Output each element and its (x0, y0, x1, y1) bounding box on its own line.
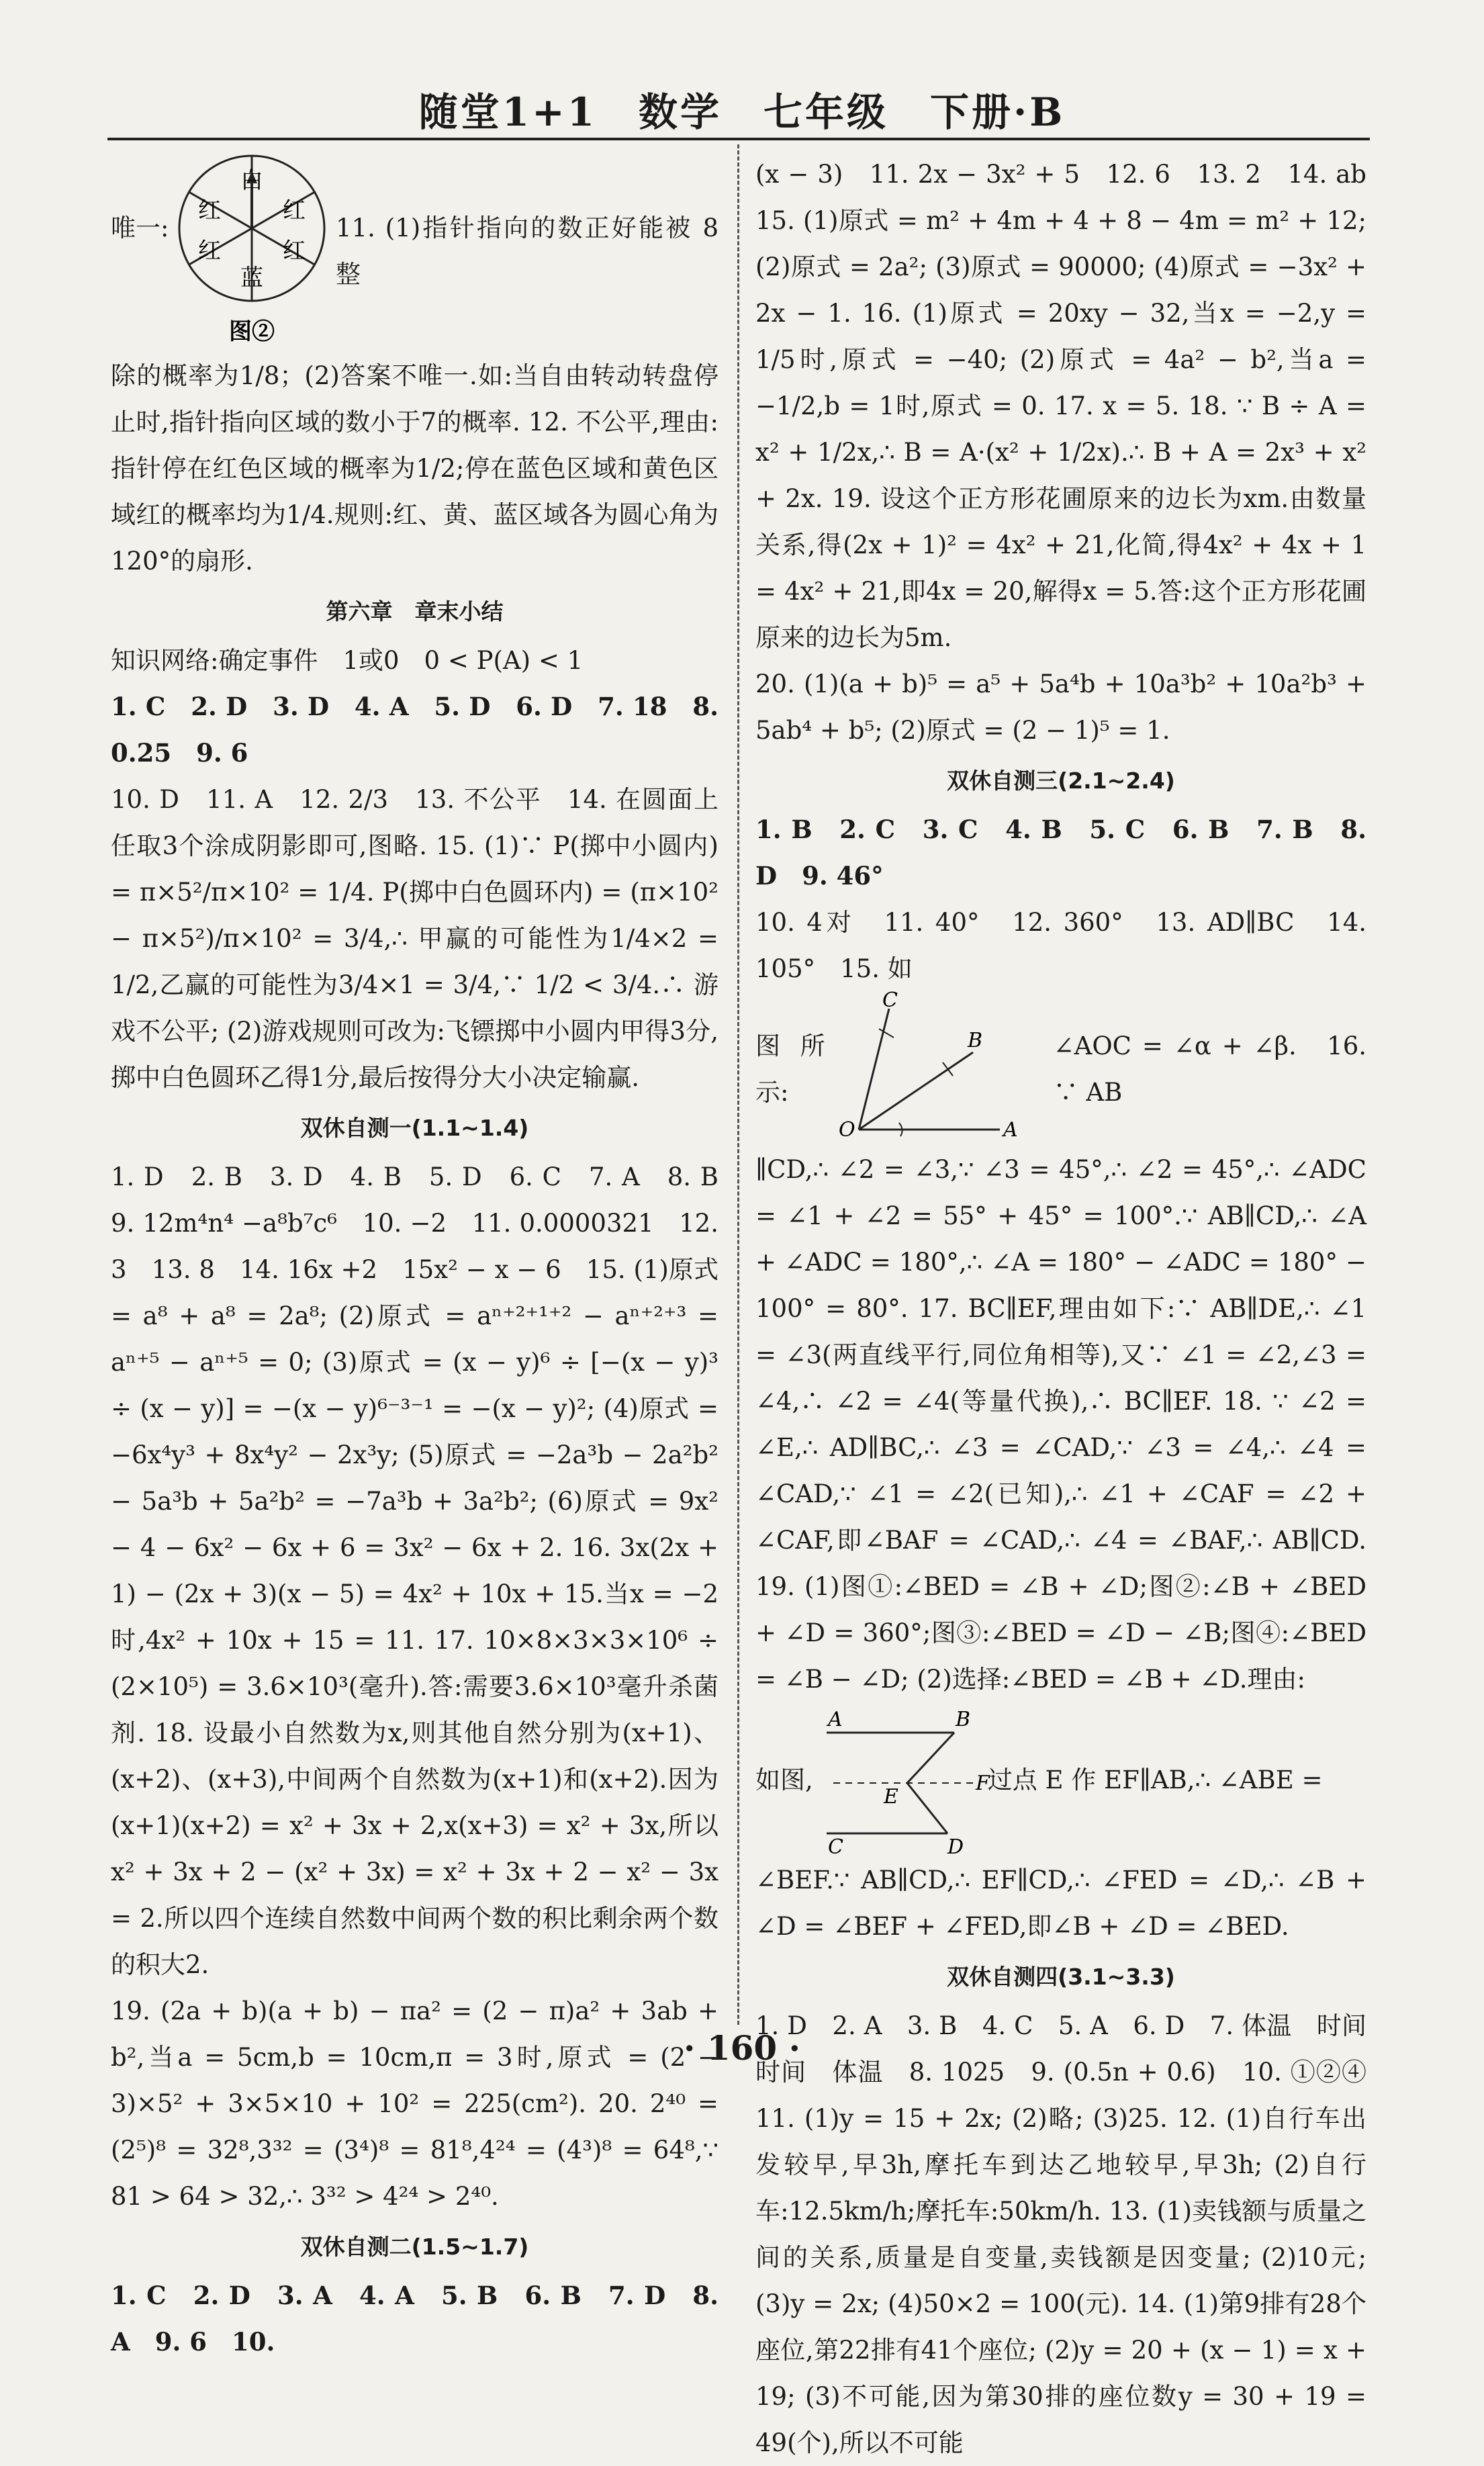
answer-text: 图所示: (755, 1032, 825, 1107)
spinner-sector-label: 红 (283, 197, 306, 224)
spinner-sector-label: 红 (198, 238, 221, 265)
figure-point-label: A (827, 1708, 843, 1731)
answer-text: 过点 E 作 EF∥AB,∴ ∠ABE = (987, 1765, 1323, 1794)
answer-text: 1. B 2. C 3. C 4. B 5. C 6. B 7. B 8. D 9. 46° (755, 815, 1366, 890)
angle-construction-figure (825, 989, 1027, 1146)
answer-text: 1. D 2. B 3. D 4. B 5. D 6. C 7. A 8. B 9. 12m⁴n⁴ −a⁸b⁷c⁶ 10. −2 11. 0.0000321 12. 3 13. 8 14. 16x +2 15x² − x − 6 15. (1)原式 = a⁸ + a⁸ = 2a⁸; (2)原式 = aⁿ⁺²⁺¹⁺² − aⁿ⁺²⁺³ = aⁿ⁺⁵ − aⁿ⁺⁵ = 0; (3)原式 = (x − y)⁶ ÷ [−(x − y)³ ÷ (x − y)] = −(x − y)⁶⁻³⁻¹ = −(x − y)²; (4)原式 = −6x⁴y³ + 8x⁴y² − 2x³y; (5)原式 = −2a³b − 2a²b² − 5a³b + 5a²b² = −7a³b + 3a²b²; (6)原式 = 9x² − 4 − 6x² − 6x + 6 = 3x² − 6x + 2. 16. 3x(2x + 1) − (2x + 3)(x − 5) = 4x² + 10x + 15.当x = −2时,4x² + 10x + 15 = 11. 17. 10×8×3×3×10⁶ ÷ (2×10⁵) = 3.6×10³(毫升).答:需要3.6×10³毫升杀菌剂. 18. 设最小自然数为x,则其他自然分别为(x+1)、(x+2)、(x+3),中间两个自然数为(x+1)和(x+2).因为(x+1)(x+2) = x² + 3x + 2,x(x+3) = x² + 3x,所以x² + 3x + 2 − (x² + 3x) = x² + 3x + 2 − x² − 3x = 2.所以四个连续自然数中间两个数的积比剩余两个数的积大2. (111, 1162, 743, 1979)
answer-text: 除的概率为1/8；(2)答案不唯一.如:当自由转动转盘停止时,指针指向区域的数小于7的概率. 12. 不公平,理由:指针停在红色区域的概率为1/2;停在蓝色区域和黄色区域红的概率均为1/4.规则:红、黄、蓝区域各为圆心角为120°的扇形. (111, 361, 718, 576)
answer-text: 如图, (755, 1765, 813, 1794)
section-heading: 双休自测三(2.1~2.4) (947, 768, 1175, 794)
spinner-caption: 图② (229, 318, 275, 345)
section-heading: 双休自测四(3.1~3.3) (947, 1964, 1175, 1990)
spinner-sector-label: 红 (283, 238, 306, 265)
section-heading: 双休自测一(1.1~1.4) (300, 1115, 529, 1141)
spinner-block (111, 151, 718, 353)
answer-text: ∠BEF.∵ AB∥CD,∴ EF∥CD,∴ ∠FED = ∠D,∴ ∠B + ∠D = ∠BEF + ∠FED,即∠B + ∠D = ∠BED. (755, 1866, 1366, 1941)
answer-text: 1. C 2. D 3. D 4. A 5. D 6. D 7. 18 8. 0.25 9. 6 (111, 692, 718, 768)
column-divider (737, 144, 739, 2025)
spinner-figure (175, 151, 329, 353)
answer-text: 10. 4对 11. 40° 12. 360° 13. AD∥BC 14. 105° 15. 如 (755, 908, 1366, 983)
page-number: · 160 · (684, 2028, 800, 2068)
spinner-sector-label: 红 (198, 197, 221, 224)
figure-point-label: F (975, 1772, 990, 1795)
figure-point-label: B (967, 1029, 982, 1052)
angle-figure-line (755, 989, 1366, 1146)
figure-point-label: O (838, 1118, 855, 1142)
figure-point-label: C (827, 1835, 843, 1859)
figure-point-label: C (882, 989, 898, 1012)
figure-point-label: E (883, 1785, 898, 1809)
right-column (755, 151, 1391, 2466)
parallel-figure-line (755, 1702, 1366, 1857)
section-heading: 第六章 章末小结 (326, 598, 504, 625)
answer-text: 1. C 2. D 3. A 4. A 5. B 6. B 7. D 8. A 9. 6 10. (111, 2281, 718, 2357)
answer-text: ∠AOC = ∠α + ∠β. 16. ∵ AB (1053, 1032, 1366, 1107)
section-heading: 双休自测二(1.5~1.7) (300, 2234, 529, 2260)
figure-point-label: D (947, 1835, 964, 1859)
figure-point-label: B (955, 1708, 970, 1731)
answer-text: ∥CD,∴ ∠2 = ∠3,∵ ∠3 = 45°,∴ ∠2 = 45°,∴ ∠ADC = ∠1 + ∠2 = 55° + 45° = 100°.∵ AB∥CD,∴ ∠A + ∠ADC = 180°,∴ ∠A = 180° − ∠ADC = 180° − 100° = 80°. 17. BC∥EF,理由如下:∵ AB∥DE,∴ ∠1 = ∠3(两直线平行,同位角相等),又∵ ∠1 = ∠2,∠3 = ∠4,∴ ∠2 = ∠4(等量代换),∴ BC∥EF. 18. ∵ ∠2 = ∠E,∴ AD∥BC,∴ ∠3 = ∠CAD,∵ ∠3 = ∠4,∴ ∠4 = ∠CAD,∵ ∠1 = ∠2(已知),∴ ∠1 + ∠CAF = ∠2 + ∠CAF,即∠BAF = ∠CAD,∴ ∠4 = ∠BAF,∴ AB∥CD. 19. (1)图①:∠BED = ∠B + ∠D;图②:∠B + ∠BED + ∠D = 360°;图③:∠BED = ∠D − ∠B;图④:∠BED = ∠B − ∠D; (2)选择:∠BED = ∠B + ∠D.理由: (755, 1155, 1366, 1694)
answer-text: 11. (1)指针指向的数正好能被 8 整 (336, 214, 718, 289)
spinner-sector-label: 白 (240, 167, 263, 194)
answer-text: 知识网络:确定事件 1或0 0 < P(A) < 1 (111, 646, 584, 675)
spinner-sector-label: 蓝 (240, 265, 263, 291)
answer-text: 10. D 11. A 12. 2/3 13. 不公平 14. 在圆面上任取3个涂成阴影即可,图略. 15. (1)∵ P(掷中小圆内) = π×5²/π×10² = 1/4. P(掷中白色圆环内) = (π×10² − π×5²)/π×10² = 3/4,∴ 甲赢的可能性为1/4×2 = 1/2,乙赢的可能性为3/4×1 = 3/4,∵ 1/2 < 3/4.∴ 游戏不公平; (2)游戏规则可改为:飞镖掷中小圆内甲得3分,掷中白色圆环乙得1分,最后按得分大小决定输赢. (111, 785, 718, 1092)
answer-text: (x − 3) 11. 2x − 3x² + 5 12. 6 13. 2 14. ab 15. (1)原式 = m² + 4m + 4 + 8 − 4m = m² + 12; (2)原式 = 2a²; (3)原式 = 90000; (4)原式 = −3x² + 2x − 1. 16. (1)原式 = 20xy − 32,当x = −2,y = 1/5时,原式 = −40; (2)原式 = 4a² − b²,当a = −1/2,b = 1时,原式 = 0. 17. x = 5. 18. ∵ B ÷ A = x² + 1/2x,∴ B = A·(x² + 1/2x).∴ B + A = 2x³ + x² + 2x. 19. 设这个正方形花圃原来的边长为xm.由数量关系,得(2x + 1)² = 4x² + 21,化简,得4x² + 4x + 1 = 4x² + 21,即4x = 20,解得x = 5.答:这个正方形花圃原来的边长为5m. (755, 160, 1391, 652)
answer-text: 1. D 2. A 3. B 4. C 5. A 6. D 7. 体温 时间 时间 体温 8. 1025 9. (0.5n + 0.6) 10. ①②④ 11. (1)y = 15 + 2x; (2)略; (3)25. 12. (1)自行车出发较早,早3h,摩托车到达乙地较早,早3h; (2)自行车:12.5km/h;摩托车:50km/h. 13. (1)卖钱额与质量之间的关系,质量是自变量,卖钱额是因变量; (2)10元; (3)y = 2x; (4)50×2 = 100(元). 14. (1)第9排有28个座位,第22排有41个座位; (2)y = 20 + (x − 1) = x + 19; (3)不可能,因为第30排的座位数y = 30 + 19 = 49(个),所以不可能 (755, 2011, 1391, 2457)
spinner-prefix: 唯一: (111, 214, 169, 242)
answer-text: 20. (1)(a + b)⁵ = a⁵ + 5a⁴b + 10a³b² + 10a²b³ + 5ab⁴ + b⁵; (2)原式 = (2 − 1)⁵ = 1. (755, 670, 1366, 745)
parallel-lines-figure (813, 1702, 988, 1857)
page-header: 随堂1+1 数学 七年级 下册·B (418, 89, 1066, 135)
answer-text: 19. (2a + b)(a + b) − πa² = (2 − π)a² + 3ab + b²,当a = 5cm,b = 10cm,π = 3时,原式 = (2 − 3)×5² + 3×5×10 + 10² = 225(cm²). 20. 2⁴⁰ = (2⁵)⁸ = 32⁸,3³² = (3⁴)⁸ = 81⁸,4²⁴ = (4³)⁸ = 64⁸,∵ 81 > 64 > 32,∴ 3³² > 4²⁴ > 2⁴⁰. (111, 1997, 718, 2211)
figure-point-label: A (1003, 1118, 1018, 1142)
header-rule (107, 138, 1370, 140)
